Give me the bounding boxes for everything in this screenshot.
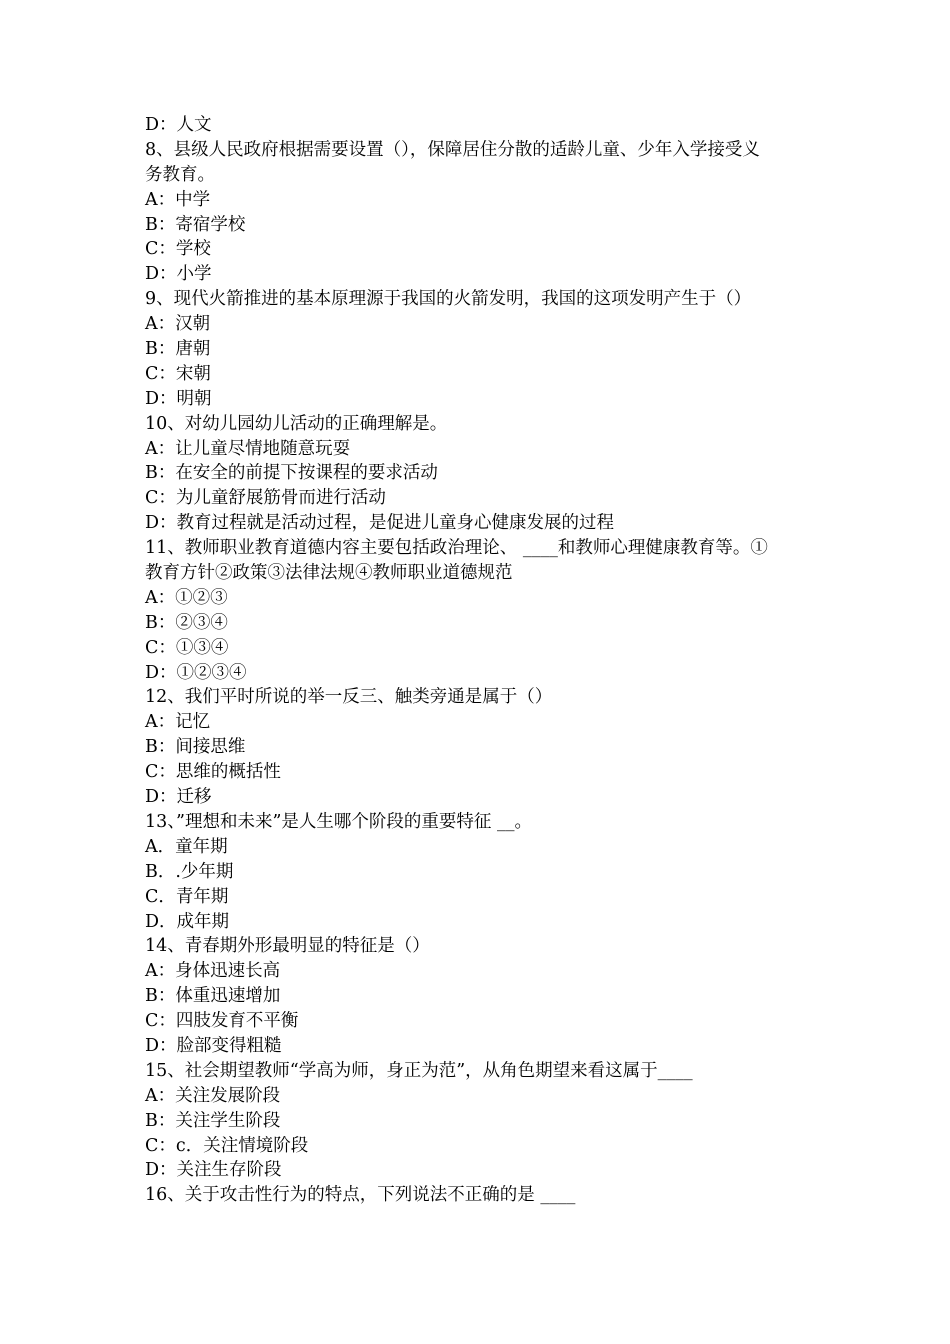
text-line: A：汉朝: [145, 314, 211, 335]
text-line: B：寄宿学校: [145, 214, 246, 235]
text-line: 教育方针②政策③法律法规④教师职业道德规范: [145, 563, 513, 584]
text-line: B．.少年期: [145, 861, 234, 882]
text-line: B：间接思维: [145, 737, 246, 758]
text-line: B：②③④: [145, 612, 228, 633]
text-line: C：①③④: [145, 637, 229, 658]
text-line: B：在安全的前提下按课程的要求活动: [145, 463, 438, 484]
text-line: C．青年期: [145, 886, 229, 907]
text-line: A．童年期: [145, 836, 228, 857]
text-line: 8、县级人民政府根据需要设置（），保障居住分散的适龄儿童、少年入学接受义: [145, 139, 760, 160]
text-line: D：①②③④: [145, 662, 247, 683]
text-line: A：让儿童尽情地随意玩耍: [145, 438, 351, 459]
text-line: A：关注发展阶段: [145, 1085, 281, 1106]
text-line: 9、现代火箭推进的基本原理源于我国的火箭发明，我国的这项发明产生于（）: [145, 289, 752, 310]
text-line: D：小学: [145, 264, 212, 285]
text-line: C：宋朝: [145, 363, 211, 384]
text-line: A：①②③: [145, 587, 228, 608]
text-line: D：人文: [145, 115, 212, 135]
text-line: A：记忆: [145, 712, 211, 733]
text-line: C：为儿童舒展筋骨而进行活动: [145, 488, 386, 509]
text-line: A：身体迅速长高: [145, 961, 281, 982]
text-line: A：中学: [145, 189, 211, 210]
text-line: C：思维的概括性: [145, 762, 281, 783]
text-line: 10、对幼儿园幼儿活动的正确理解是。: [145, 413, 448, 434]
text-line: C：c．关注情境阶段: [145, 1135, 309, 1156]
text-line: D：脸部变得粗糙: [145, 1035, 282, 1056]
text-line: D：迁移: [145, 787, 212, 808]
text-line: 务教育。: [145, 164, 215, 185]
text-line: 14、青春期外形最明显的特征是（）: [145, 936, 430, 957]
text-line: C：学校: [145, 239, 211, 260]
text-line: D．成年期: [145, 911, 230, 932]
text-line: D：明朝: [145, 388, 212, 409]
text-line: B：体重迅速增加: [145, 986, 281, 1007]
text-line: 16、关于攻击性行为的特点，下列说法不正确的是 ____: [145, 1185, 576, 1206]
text-line: 15、社会期望教师“学高为师，身正为范”，从角色期望来看这属于____: [145, 1060, 693, 1081]
text-line: D：教育过程就是活动过程，是促进儿童身心健康发展的过程: [145, 513, 615, 534]
text-line: 12、我们平时所说的举一反三、触类旁通是属于（）: [145, 687, 553, 708]
question-text-block: [145, 113, 815, 1208]
text-line: D：关注生存阶段: [145, 1160, 282, 1181]
text-line: C：四肢发育不平衡: [145, 1011, 299, 1032]
text-line: B：唐朝: [145, 339, 211, 360]
text-line: 11、教师职业教育道德内容主要包括政治理论、 ____和教师心理健康教育等。①: [145, 538, 768, 559]
text-line: 13、”理想和未来”是人生哪个阶段的重要特征 __。: [145, 811, 532, 832]
text-line: B：关注学生阶段: [145, 1110, 281, 1131]
